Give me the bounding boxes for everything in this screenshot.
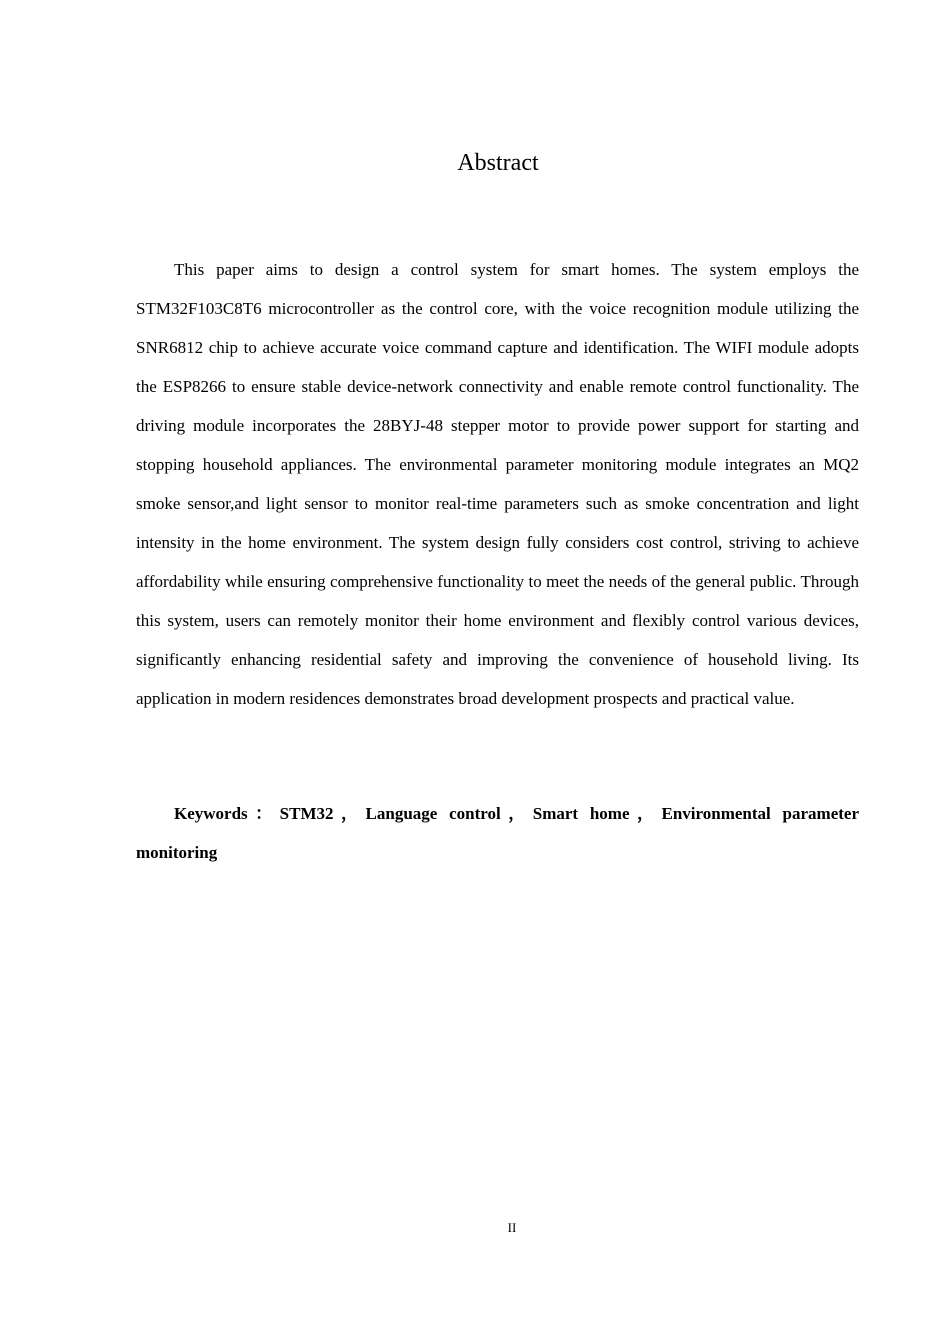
- keywords-line: Keywords：STM32，Language control，Smart home，Environmental parameter monitoring: [136, 804, 859, 862]
- abstract-paragraph: This paper aims to design a control system for smart homes. The system employs the STM32F103C8T6 microcontroller as the control core, with the voice recognition module utilizing the SNR6812 chip to achieve accurate voice command capture and identification. The WIFI module adopts the ESP8266 to ensure stable device-network connectivity and enable remote control functionality. The driving module incorporates the 28BYJ-48 stepper motor to provide power support for starting and stopping household appliances. The environmental parameter monitoring module integrates an MQ2 smoke sensor,and light sensor to monitor real-time parameters such as smoke concentration and light intensity in the home environment. The system design fully considers cost control, striving to achieve affordability while ensuring comprehensive functionality to meet the needs of the general public. Through this system, users can remotely monitor their home environment and flexibly control various devices, significantly enhancing residential safety and improving the convenience of household living. Its application in modern residences demonstrates broad development prospects and practical value.: [136, 260, 859, 708]
- abstract-title: Abstract: [457, 150, 539, 176]
- page-number: II: [507, 1220, 517, 1235]
